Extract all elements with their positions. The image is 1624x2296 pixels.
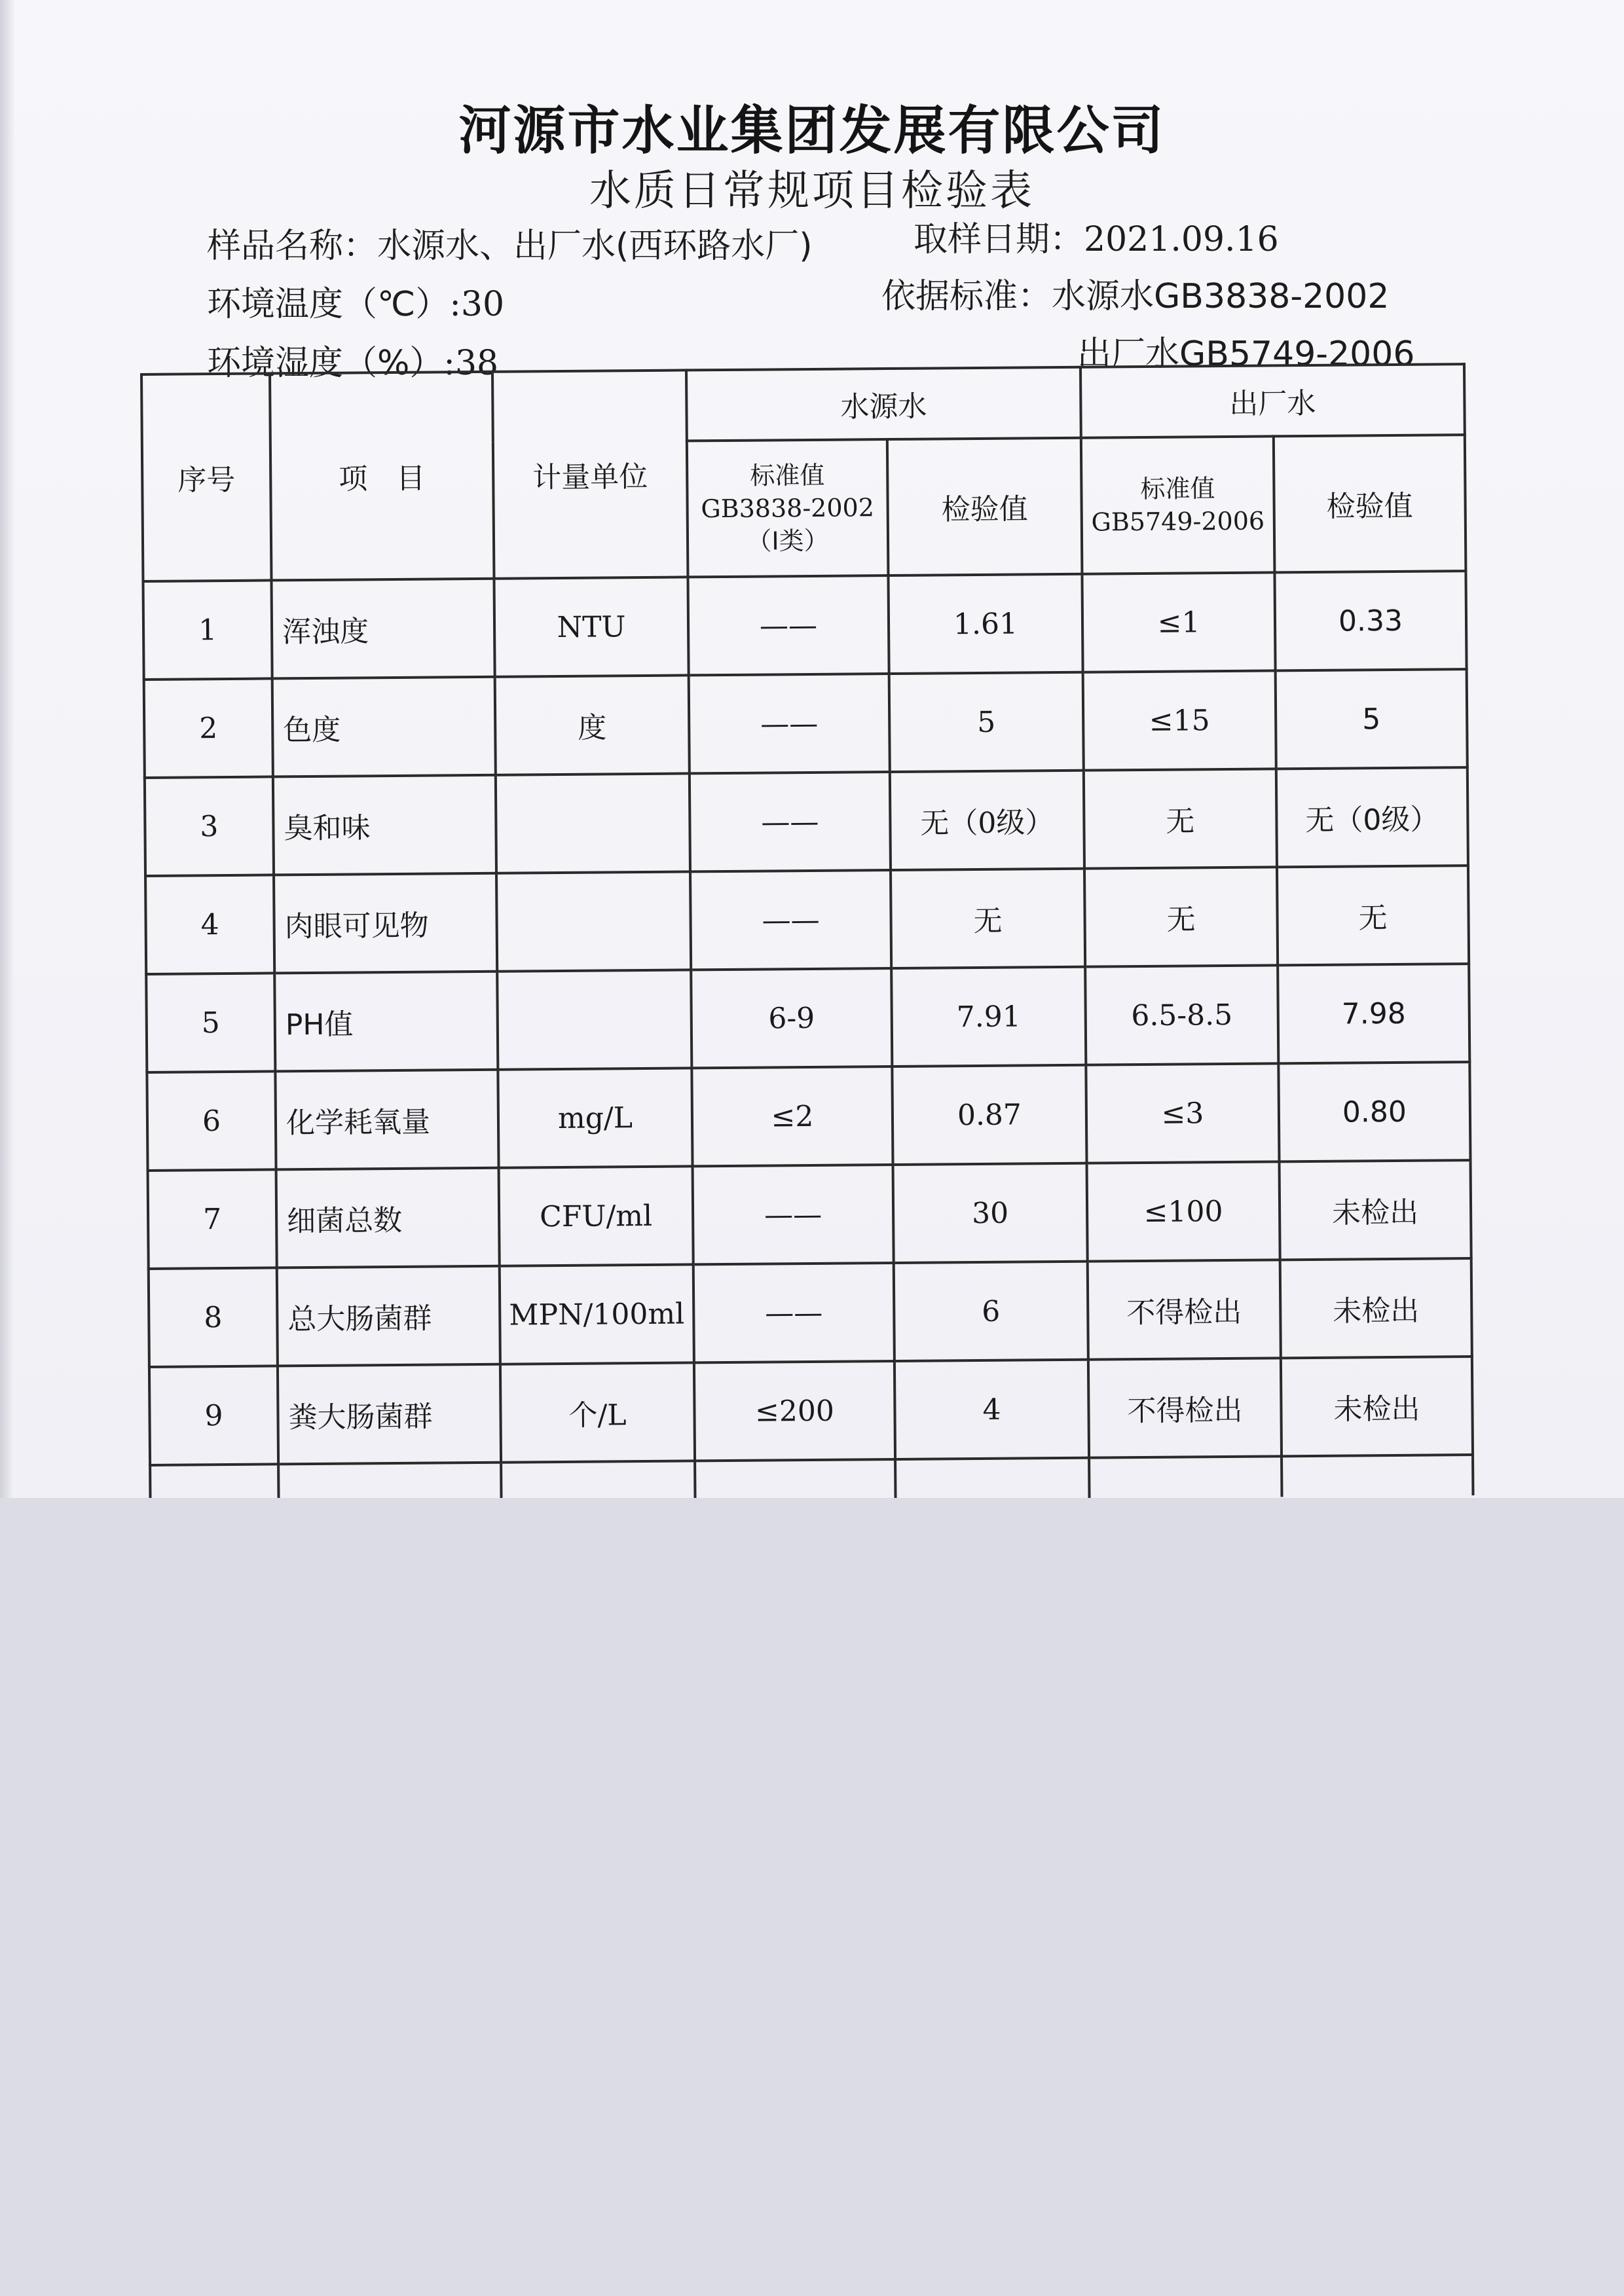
header-factory-standard-title: 标准值: [1140, 474, 1215, 504]
row-source-test: 6: [894, 1262, 1088, 1361]
row-factory-test: 7.98: [1278, 964, 1469, 1063]
humidity-label: 环境湿度（%）: [207, 344, 444, 383]
inspection-table: [140, 363, 1475, 1498]
table-row: [148, 1160, 1471, 1269]
row-factory-test: 0.33: [1274, 571, 1466, 670]
paper-edge-shadow: [0, 0, 14, 1498]
row-source-standard: ≤2: [692, 1066, 893, 1166]
table-row: [145, 767, 1468, 876]
row-item: PH值: [274, 972, 498, 1072]
row-factory-standard: 不得检出: [1088, 1358, 1282, 1457]
row-item: 肉眼可见物: [274, 873, 497, 974]
row-source-test: 无: [891, 869, 1085, 968]
row-item: 总大肠菌群: [277, 1266, 500, 1366]
row-unit: CFU/ml: [499, 1166, 693, 1266]
company-name: 河源市水业集团发展有限公司: [458, 100, 1166, 161]
cutoff-cell: [695, 1459, 895, 1498]
row-source-test: 1.61: [888, 574, 1082, 674]
table-row: [149, 1357, 1473, 1465]
row-source-test: 4: [895, 1360, 1089, 1459]
header-source-standard-code: GB3838-2002: [701, 493, 875, 524]
row-source-standard: ——: [690, 772, 891, 871]
header-unit: 计量单位: [492, 370, 688, 578]
table-row: [144, 669, 1467, 778]
cutoff-cell: [1089, 1456, 1282, 1498]
row-source-standard: 6-9: [691, 968, 892, 1068]
row-source-standard: ——: [693, 1263, 895, 1362]
row-index: 8: [149, 1267, 278, 1367]
header-source-test: 检验值: [887, 438, 1082, 575]
row-item: 粪大肠菌群: [278, 1364, 501, 1465]
row-source-test: 30: [893, 1163, 1088, 1263]
row-factory-standard: 6.5-8.5: [1085, 965, 1278, 1065]
row-unit: 度: [495, 675, 690, 774]
header-source-standard: [687, 439, 889, 577]
header-item: 项 目: [270, 372, 494, 581]
row-item: 臭和味: [273, 775, 496, 875]
table-row: [146, 964, 1469, 1072]
row-factory-test: 未检出: [1280, 1258, 1472, 1358]
row-unit: [497, 970, 692, 1069]
row-factory-test: 无: [1277, 866, 1469, 965]
row-factory-standard: ≤3: [1086, 1063, 1279, 1163]
row-source-standard: ——: [693, 1165, 894, 1264]
header-index: 序号: [141, 373, 271, 581]
cutoff-cell: [895, 1458, 1089, 1498]
row-unit: [496, 773, 690, 873]
sample-line: [207, 218, 813, 267]
row-unit: MPN/100ml: [500, 1264, 694, 1364]
standard-label: 依据标准：: [881, 277, 1052, 316]
header-row-groups: [141, 364, 1465, 445]
row-item: 浑浊度: [271, 579, 494, 679]
cutoff-cell: [150, 1464, 278, 1498]
temperature-label: 环境温度（℃）: [207, 285, 450, 324]
row-index: 6: [147, 1071, 276, 1171]
row-source-standard: ——: [688, 575, 889, 675]
row-index: 7: [148, 1169, 277, 1269]
date-label: 取样日期：: [913, 220, 1084, 259]
temperature-line: [207, 276, 504, 325]
inspection-table-wrapper: [140, 363, 1472, 1498]
row-index: 5: [146, 973, 275, 1072]
row-index: 1: [143, 580, 272, 680]
row-factory-standard: 不得检出: [1088, 1260, 1281, 1359]
row-item: 化学耗氧量: [275, 1070, 498, 1170]
table-body: [143, 571, 1473, 1465]
row-unit: mg/L: [498, 1068, 692, 1167]
sample-label: 样品名称：: [207, 227, 378, 266]
row-factory-test: 未检出: [1280, 1160, 1471, 1260]
cutoff-cell: [278, 1463, 501, 1498]
table-row: [149, 1258, 1472, 1367]
row-source-test: 7.91: [891, 967, 1086, 1066]
row-index: 9: [149, 1366, 278, 1465]
humidity-value: :38: [443, 344, 499, 383]
cutoff-cell: [501, 1461, 695, 1498]
row-index: 4: [145, 875, 274, 974]
row-factory-standard: 无: [1084, 769, 1277, 868]
header-source-water: 水源水: [686, 367, 1081, 441]
row-unit: [496, 871, 691, 971]
row-factory-standard: 无: [1084, 867, 1278, 966]
date-line: [913, 211, 1279, 261]
row-source-test: 5: [889, 672, 1084, 772]
header-factory-standard-code: GB5749-2006: [1091, 506, 1265, 537]
row-factory-standard: ≤100: [1087, 1161, 1280, 1261]
table-row: [145, 866, 1469, 974]
row-factory-test: 未检出: [1281, 1357, 1473, 1456]
row-factory-standard: ≤15: [1083, 670, 1276, 770]
table-row: [143, 571, 1466, 680]
row-source-standard: ——: [689, 674, 890, 773]
row-factory-standard: ≤1: [1082, 572, 1275, 672]
row-unit: 个/L: [500, 1362, 695, 1462]
header-factory-test: 检验值: [1274, 435, 1466, 572]
row-item: 细菌总数: [276, 1168, 500, 1268]
row-unit: NTU: [494, 577, 688, 676]
row-factory-test: 无（0级）: [1276, 767, 1468, 867]
row-factory-test: 0.80: [1278, 1062, 1470, 1161]
standard-line: [881, 268, 1389, 318]
header-factory-water: 出厂水: [1080, 364, 1465, 438]
standard-factory: 出厂水GB5749-2006: [1077, 335, 1415, 374]
standard-source: 水源水GB3838-2002: [1052, 277, 1390, 316]
header-source-standard-title: 标准值: [750, 460, 825, 490]
row-source-standard: ≤200: [694, 1361, 895, 1461]
header-factory-standard: [1081, 436, 1275, 574]
sample-value: 水源水、出厂水(西环路水厂): [377, 227, 813, 266]
document-title: 水质日常规项目检验表: [589, 167, 1035, 215]
header-source-standard-class: （Ⅰ类）: [747, 526, 829, 556]
row-item: 色度: [272, 677, 496, 777]
table-row: [147, 1062, 1470, 1171]
temperature-value: :30: [449, 285, 505, 324]
row-index: 3: [145, 776, 274, 876]
date-value: 2021.09.16: [1084, 220, 1279, 259]
row-source-test: 无（0级）: [890, 771, 1084, 870]
row-index: 2: [144, 678, 273, 778]
row-source-test: 0.87: [892, 1065, 1086, 1165]
row-factory-test: 5: [1276, 669, 1467, 769]
row-source-standard: ——: [690, 870, 891, 970]
cutoff-cell: [1282, 1455, 1473, 1497]
